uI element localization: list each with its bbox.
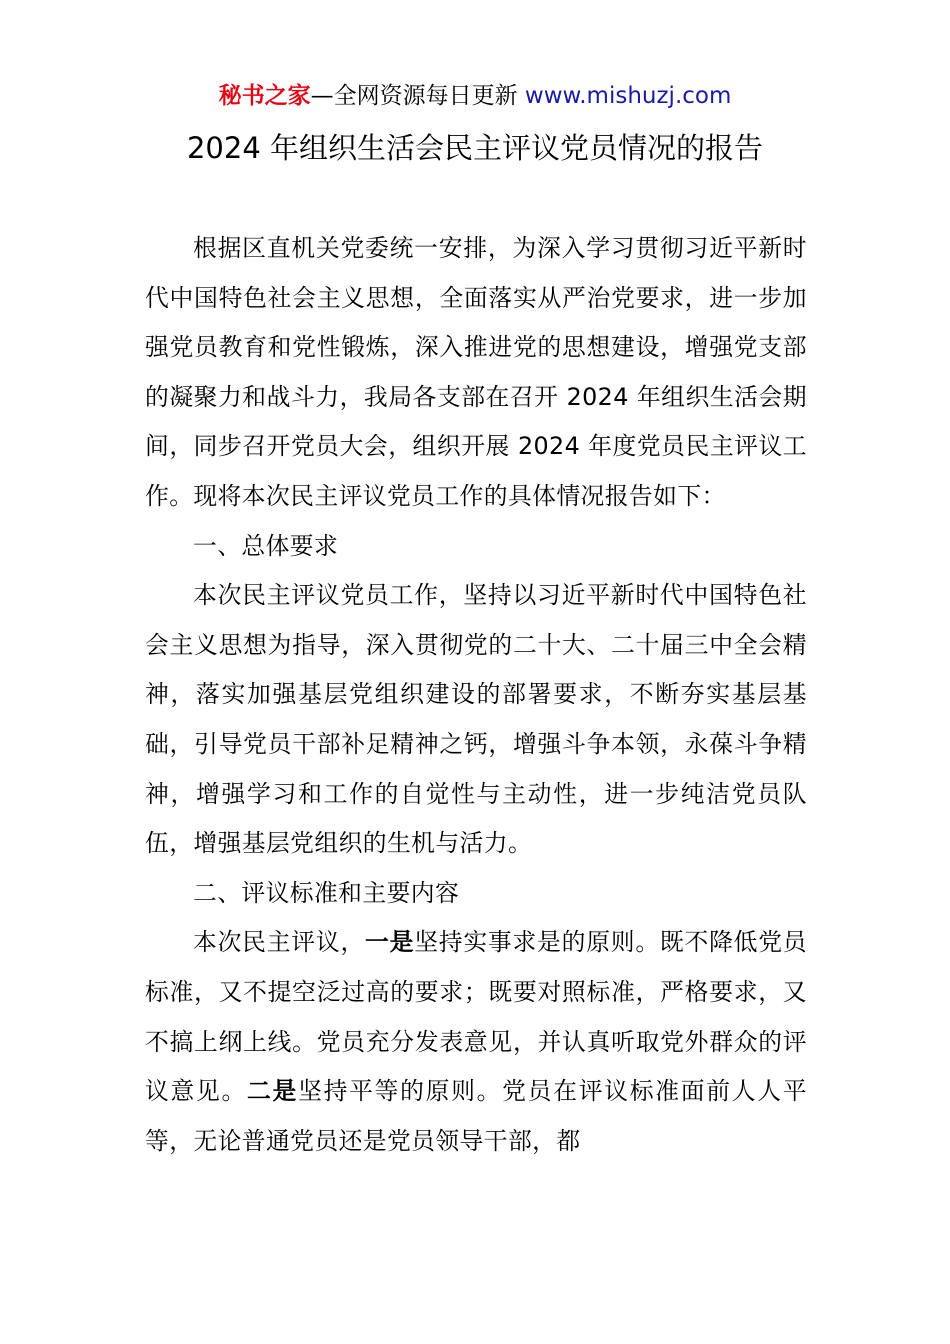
section-2-paragraph: [145, 918, 807, 1166]
point-2-marker: 二是: [247, 1077, 299, 1106]
section-heading-1: 一、总体要求: [193, 531, 339, 560]
section-1-paragraph: 本次民主评议党员工作，坚持以习近平新时代中国特色社会主义思想为指导，深入贯彻党的二十大、二十届三中全会精神，落实加强基层党组织建设的部署要求，不断夯实基层基础，引导党员干部补足精神之钙，增强斗争本领，永葆斗争精神，增强学习和工作的自觉性与主动性，进一步纯洁党员队伍，增强基层党组织的生机与活力。: [145, 581, 807, 858]
site-tagline: —全网资源每日更新: [310, 83, 518, 109]
section-heading-2: 二、评议标准和主要内容: [193, 878, 460, 907]
brand-name: 秘书之家: [218, 83, 311, 109]
point-2-text: 坚持平等的原则。党员在评议标准面前人人平等，无论普通党员还是党员领导干部，都: [145, 1077, 807, 1155]
intro-paragraph: 根据区直机关党委统一安排，为深入学习贯彻习近平新时代中国特色社会主义思想，全面落实从严治党要求，进一步加强党员教育和党性锻炼，深入推进党的思想建设，增强党支部的凝聚力和战斗力，我局各支部在召开 2024 年组织生活会期间，同步召开党员大会，组织开展 2024 年度党员民主评议工作。现将本次民主评议党员工作的具体情况报告如下：: [145, 234, 807, 510]
point-1-text: 坚持实事求是的原则。既不降低党员标准，又不提空泛过高的要求；既要对照标准，严格要求，又不搞上纲上线。党员充分发表意见，并认真听取党外群众的评议意见。: [145, 928, 807, 1106]
point-1-marker: 一是: [365, 928, 415, 957]
site-url[interactable]: www.mishuzj.com: [524, 83, 732, 109]
site-header: [0, 80, 950, 112]
section-2-lead: 本次民主评议，: [193, 928, 366, 957]
document-body: [145, 224, 807, 1166]
document-title: 2024 年组织生活会民主评议党员情况的报告: [186, 131, 764, 165]
